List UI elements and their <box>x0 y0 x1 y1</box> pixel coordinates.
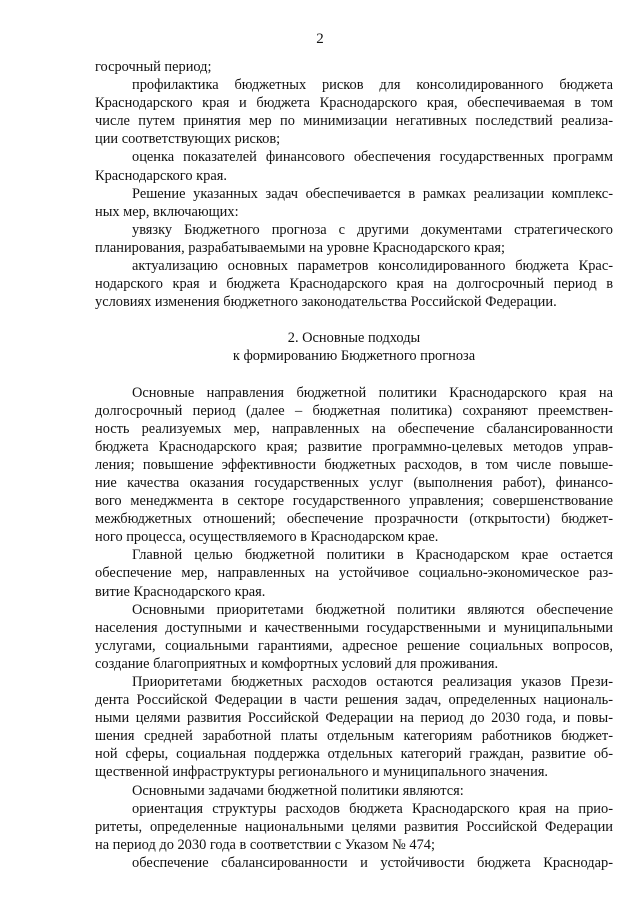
text-line: планирования, разрабатываемыми на уровне Краснодарского края; <box>95 239 506 256</box>
text-line: обеспечение сбалансированности и устойчивости бюджета Краснодар- <box>132 854 613 871</box>
section-heading <box>95 329 613 365</box>
text-line: числе путем принятия мер по минимизации негативных последствий реализа- <box>95 113 613 130</box>
text-line: услугами, социальными гарантиями, адресное решение социальных вопросов, <box>95 637 613 654</box>
text-line: населения доступными и качественными государственными и муниципальными <box>95 619 613 636</box>
text-line: Решение указанных задач обеспечивается в рамках реализации комплекс- <box>132 185 613 202</box>
text-line: оценка показателей финансового обеспечения государственных программ <box>132 149 613 166</box>
text-line: создание благоприятных и комфортных условий для проживания. <box>95 655 499 672</box>
text-line: госрочный период; <box>95 59 212 75</box>
text-line: увязку Бюджетного прогноза с другими документами стратегического <box>132 221 613 238</box>
spacer <box>95 311 613 329</box>
text-line: Главной целью бюджетной политики в Краснодарском крае остается <box>132 547 613 564</box>
text-line: на период до 2030 года в соответствии с Указом № 474; <box>95 836 436 853</box>
text-line: долгосрочный период (далее – бюджетная политика) сохраняют преемствен- <box>95 402 613 419</box>
text-line: условиях изменения бюджетного законодательства Российской Федерации. <box>95 294 557 311</box>
text-line: ных мер, включающих: <box>95 203 239 220</box>
text-line: Основными задачами бюджетной политики являются: <box>132 782 464 799</box>
text-line: ного процесса, осуществляемого в Краснодарском крае. <box>95 529 439 546</box>
section-heading-line-2: к формированию Бюджетного прогноза <box>232 348 476 365</box>
text-line: вого менеджмента в секторе государственного управления; совершенствование <box>95 493 613 510</box>
text-line: профилактика бюджетных рисков для консолидированного бюджета <box>132 77 613 94</box>
page-number: 2 <box>316 31 324 47</box>
paragraph-block-top <box>95 58 613 311</box>
text-line: ритеты, определенные национальными целями развития Российской Федерации <box>95 818 613 835</box>
text-line: межбюджетных отношений; обеспечение прозрачности (открытости) бюджет- <box>95 511 613 528</box>
text-line: ориентация структуры расходов бюджета Краснодарского края на прио- <box>132 800 613 817</box>
text-line: ления; повышение эффективности бюджетных расходов, в том числе повыше- <box>95 456 613 473</box>
text-line: ность реализуемых мер, направленных на обеспечение сбалансированности <box>95 420 613 437</box>
text-line: Основные направления бюджетной политики Краснодарского края на <box>132 384 613 401</box>
text-line: обеспечение мер, направленных на устойчивое социально-экономическое раз- <box>95 565 613 582</box>
text-line: Приоритетами бюджетных расходов остаются реализация указов Прези- <box>132 674 613 690</box>
text-line: ными целями развития Российской Федерации на период до 2030 года, и повы- <box>95 710 613 727</box>
text-line: Основными приоритетами бюджетной политики являются обеспечение <box>132 601 613 618</box>
text-line: щественной инфраструктуры регионального и муниципального значения. <box>95 764 549 781</box>
text-line: Краснодарского края и бюджета Краснодарского края, обеспечиваемая в том <box>95 95 613 112</box>
document-body <box>95 58 613 872</box>
section-heading-line-1: 2. Основные подходы <box>287 330 421 347</box>
text-line: дента Российской Федерации в части решения задач, определенных националь- <box>95 692 613 709</box>
text-line: ной сферы, социальная поддержка отдельных категорий граждан, развитие об- <box>95 746 613 763</box>
paragraph-block-bottom <box>95 384 613 873</box>
text-line: витие Краснодарского края. <box>95 583 266 600</box>
text-line: нодарского края и бюджета Краснодарского края на долгосрочный период в <box>95 276 613 293</box>
text-line: ции соответствующих рисков; <box>95 131 281 148</box>
text-line: актуализацию основных параметров консолидированного бюджета Крас- <box>132 258 613 275</box>
text-line: бюджета Краснодарского края; развитие программно-целевых методов управ- <box>95 438 613 455</box>
text-line: Краснодарского края. <box>95 167 227 184</box>
text-line: ние качества оказания государственных услуг (выполнения работ), финансо- <box>95 474 613 491</box>
spacer <box>95 366 613 384</box>
text-line: шения средней заработной платы отдельным категориям работников бюджет- <box>95 728 613 745</box>
